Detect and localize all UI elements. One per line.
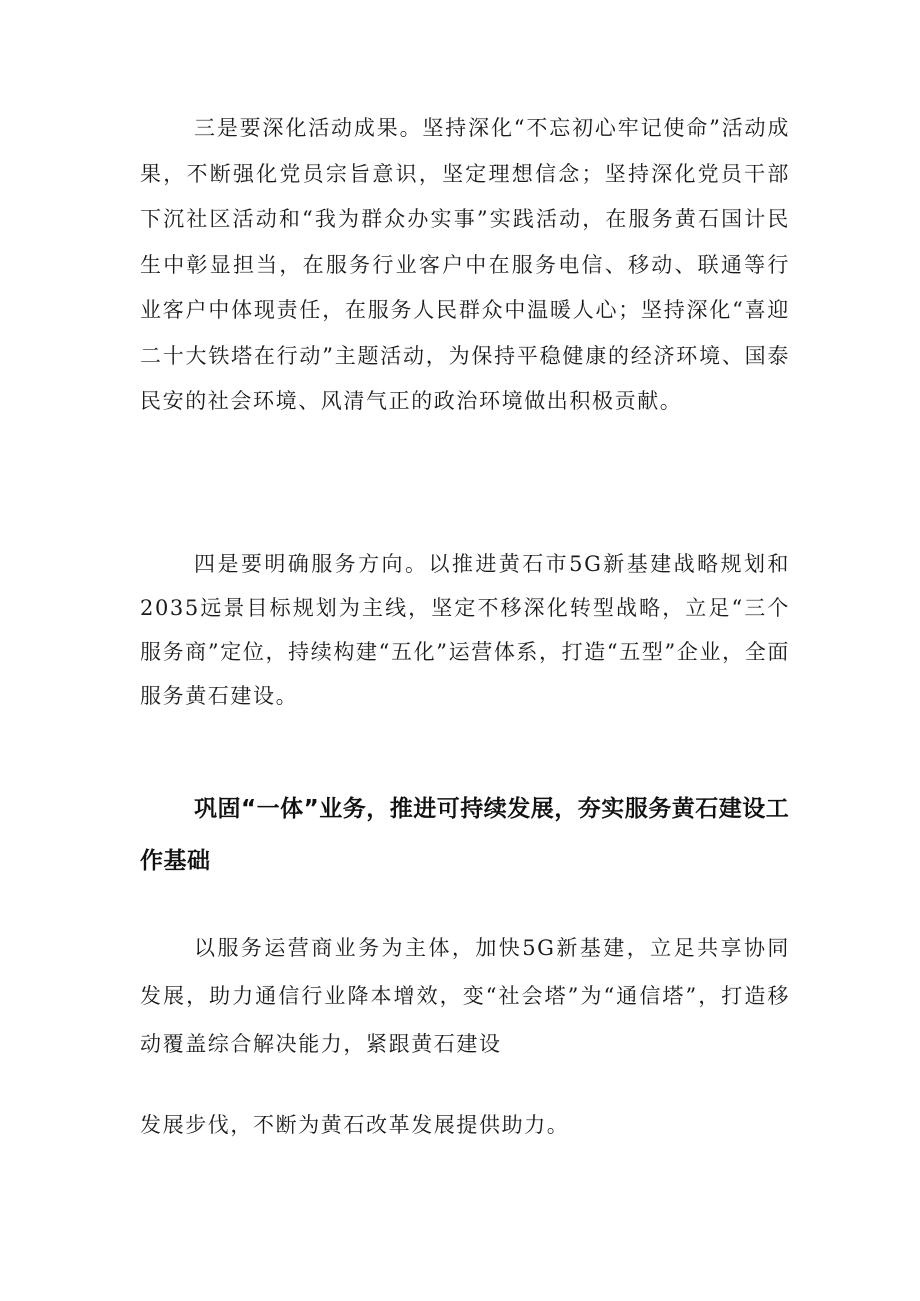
paragraph-deepen-activities: 三是要深化活动成果。坚持深化“不忘初心牢记使命”活动成果，不断强化党员宗旨意识，坚定理想信念；坚持深化党员干部下沉社区活动和“我为群众办实事”实践活动，在服务黄石国计民生中彰显担当，在服务行业客户中在服务电信、移动、联通等行业客户中体现责任，在服务人民群众中温暖人心；坚持深化“喜迎二十大铁塔在行动”主题活动，为保持平稳健康的经济环境、国泰民安的社会环境、风清气正的政治环境做出积极贡献。	[140, 116, 790, 413]
section-heading: 巩固“一体”业务，推进可持续发展，夯实服务黄石建设工作基础	[140, 796, 790, 874]
paragraph-service-direction: 四是要明确服务方向。以推进黄石市5G新基建战略规划和2035远景目标规划为主线，坚定不移深化转型战略，立足“三个服务商”定位，持续构建“五化”运营体系，打造“五型”企业，全面服务黄石建设。	[140, 552, 790, 708]
paragraph-operator-business: 以服务运营商业务为主体，加快5G新基建，立足共享协同发展，助力通信行业降本增效，变“社会塔”为“通信塔”，打造移动覆盖综合解决能力，紧跟黄石建设	[140, 936, 790, 1056]
paragraph-continuation: 发展步伐，不断为黄石改革发展提供助力。	[140, 1113, 570, 1137]
